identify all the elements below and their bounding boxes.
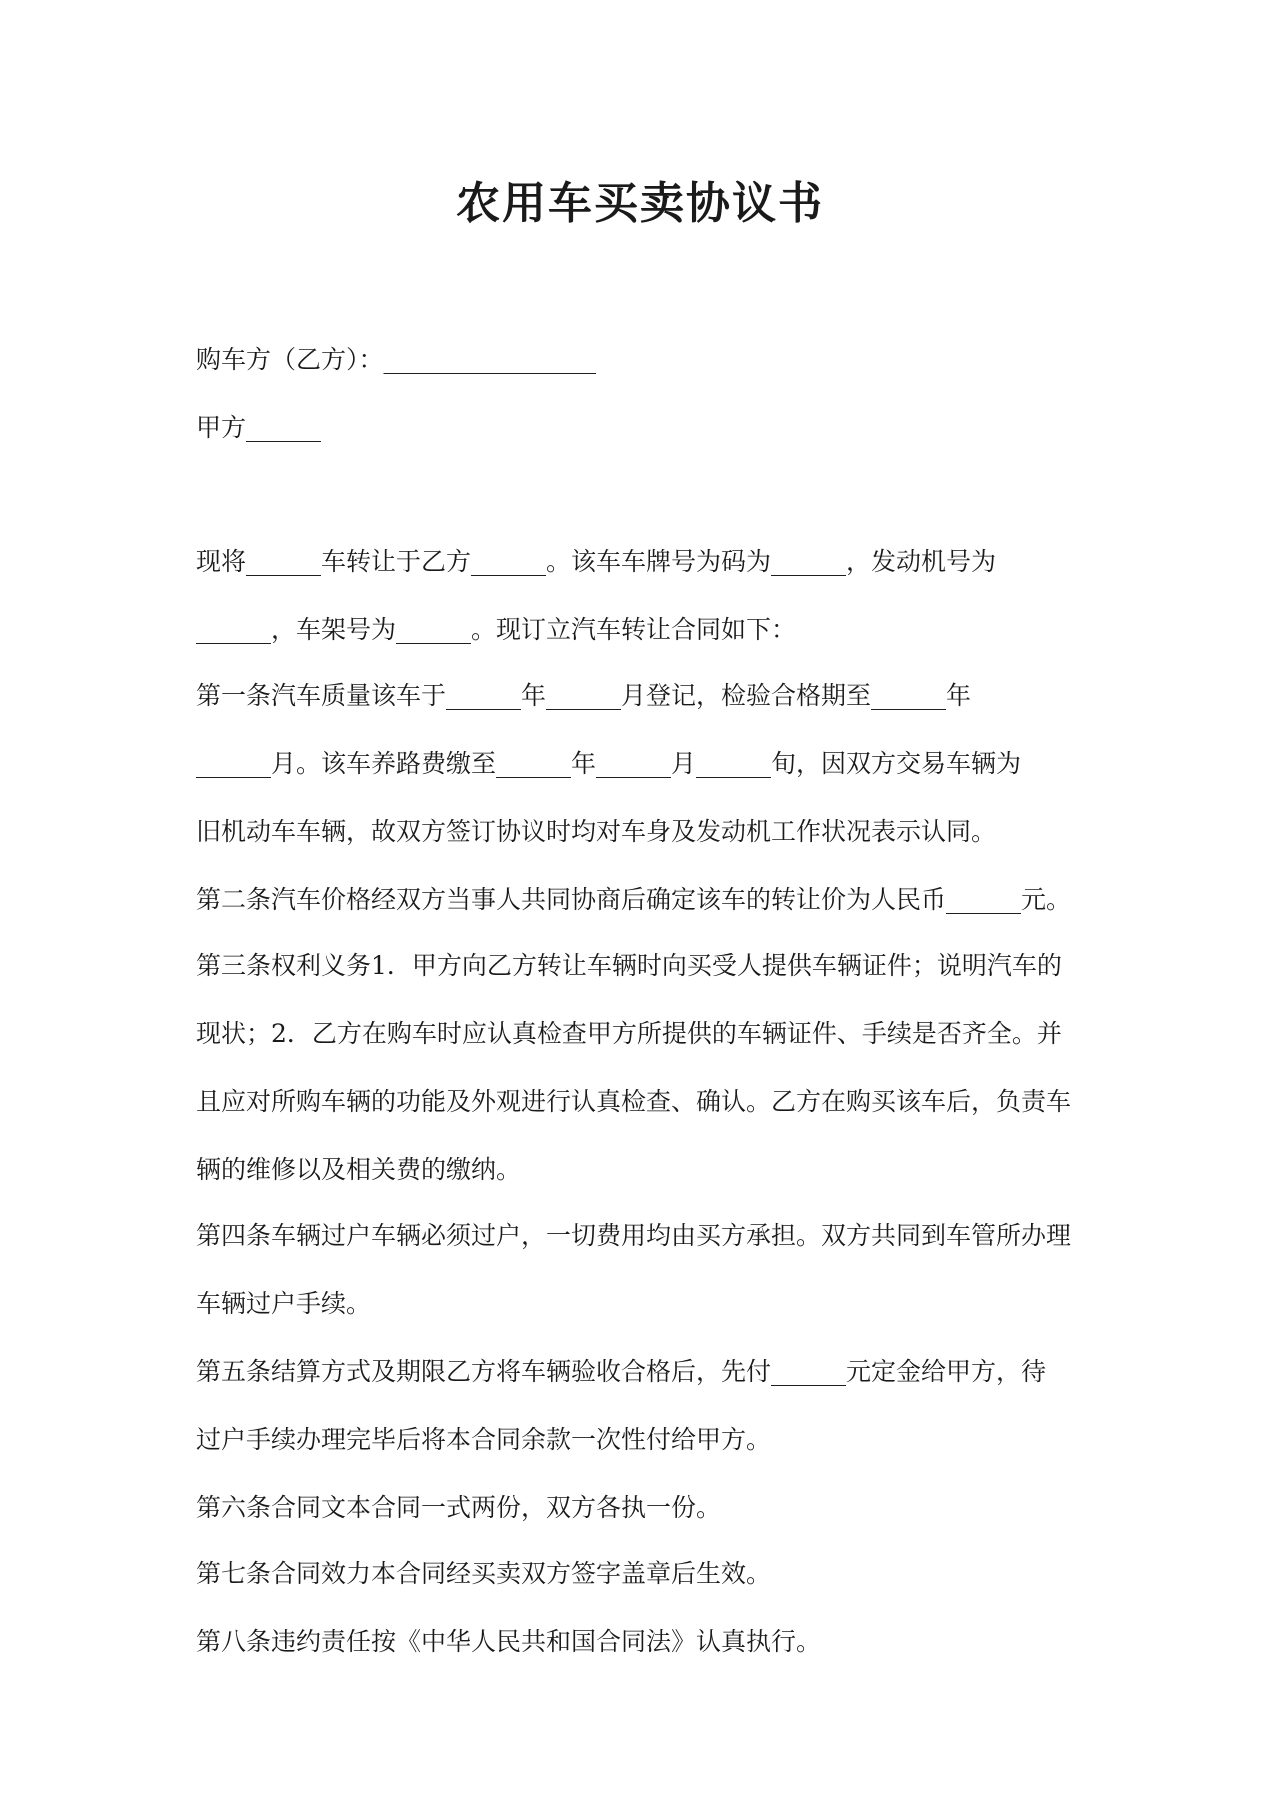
article-1-line-1: 第一条汽车质量该车于______年______月登记，检验合格期至______年 <box>196 681 972 710</box>
intro-line-2: ______，车架号为______。现订立汽车转让合同如下： <box>196 615 797 644</box>
article-3-line-3: 且应对所购车辆的功能及外观进行认真检查、确认。乙方在购买该车后，负责车 <box>196 1087 1072 1116</box>
document-title: 农用车买卖协议书 <box>456 178 824 229</box>
article-4-line-1: 第四条车辆过户车辆必须过户，一切费用均由买方承担。双方共同到车管所办理 <box>196 1221 1072 1250</box>
article-3-line-4: 辆的维修以及相关费的缴纳。 <box>196 1155 522 1184</box>
article-2-line-1: 第二条汽车价格经双方当事人共同协商后确定该车的转让价为人民币______元。 <box>196 885 1072 914</box>
article-8-line-1: 第八条违约责任按《中华人民共和国合同法》认真执行。 <box>196 1627 822 1656</box>
article-4-line-2: 车辆过户手续。 <box>196 1289 372 1318</box>
buyer-line: 购车方（乙方）：_________________ <box>196 345 597 374</box>
article-3-line-1: 第三条权利义务1．甲方向乙方转让车辆时向买受人提供车辆证件；说明汽车的 <box>196 951 1062 980</box>
article-5-line-1: 第五条结算方式及期限乙方将车辆验收合格后，先付______元定金给甲方，待 <box>196 1357 1047 1386</box>
article-3-line-2: 现状；2．乙方在购车时应认真检查甲方所提供的车辆证件、手续是否齐全。并 <box>196 1019 1062 1048</box>
intro-line-1: 现将______车转让于乙方______。该车车牌号为码为______，发动机号为 <box>196 547 997 576</box>
article-1-line-3: 旧机动车车辆，故双方签订协议时均对车身及发动机工作状况表示认同。 <box>196 817 997 846</box>
article-1-line-2: ______月。该车养路费缴至______年______月______旬，因双方交易车辆为 <box>196 749 1022 778</box>
seller-line: 甲方______ <box>196 413 322 442</box>
article-5-line-2: 过户手续办理完毕后将本合同余款一次性付给甲方。 <box>196 1425 772 1454</box>
article-7-line-1: 第七条合同效力本合同经买卖双方签字盖章后生效。 <box>196 1559 772 1588</box>
article-6-line-1: 第六条合同文本合同一式两份，双方各执一份。 <box>196 1493 722 1522</box>
